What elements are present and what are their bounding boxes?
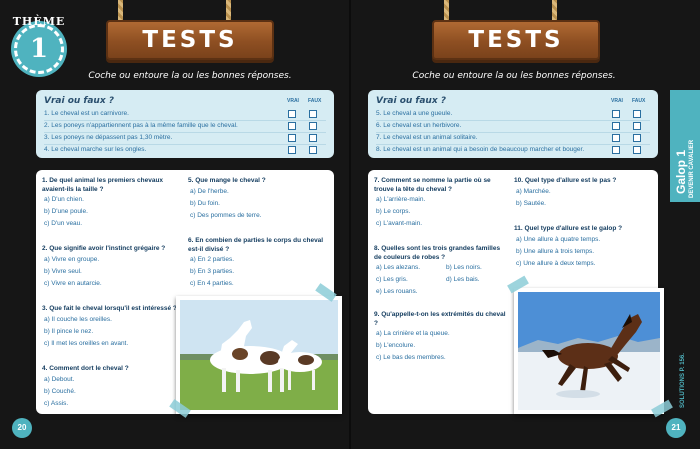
answer-option[interactable]: c) En 4 parties. <box>190 280 234 287</box>
vrai-faux-item: 8. Le cheval est un animal qui a besoin de beaucoup marcher et bouger. <box>376 146 585 153</box>
vrai-faux-item: 2. Les poneys n'appartiennent pas à la même famille que le cheval. <box>44 122 238 129</box>
pinto-horses-image <box>180 300 338 410</box>
vrai-checkbox[interactable] <box>288 134 296 142</box>
vrai-checkbox[interactable] <box>288 146 296 154</box>
side-tab-subtitle: DEVENIR CAVALIER <box>689 139 695 198</box>
answer-option[interactable]: c) D'un veau. <box>44 220 83 227</box>
tests-sign-left <box>106 20 274 60</box>
answer-option[interactable]: b) L'encolure. <box>376 342 416 349</box>
answer-option[interactable]: a) Marchée. <box>516 188 551 195</box>
vrai-checkbox[interactable] <box>612 146 620 154</box>
answer-option[interactable]: b) D'une poule. <box>44 208 88 215</box>
tests-sign-title: TESTS <box>468 27 564 53</box>
answer-option[interactable]: c) L'avant-main. <box>376 220 423 227</box>
answer-option[interactable]: c) Vivre en autarcie. <box>44 280 102 287</box>
question-title: 3. Que fait le cheval lorsqu'il est intéressé ? <box>42 305 177 312</box>
faux-checkbox[interactable] <box>309 146 317 154</box>
vrai-faux-item: 7. Le cheval est un animal solitaire. <box>376 134 478 141</box>
vrai-faux-item: 4. Le cheval marche sur les ongles. <box>44 146 147 153</box>
sign-rope-right-b <box>552 0 557 20</box>
answer-option[interactable]: a) De l'herbe. <box>190 188 229 195</box>
answer-option[interactable]: a) Une allure à quatre temps. <box>516 236 601 243</box>
vrai-checkbox[interactable] <box>612 110 620 118</box>
vrai-faux-item: 3. Les poneys ne dépassent pas 1,30 mètre. <box>44 134 173 141</box>
answer-option[interactable]: b) Vivre seul. <box>44 268 82 275</box>
question-title: 1. De quel animal les premiers chevaux avaient-ils la taille ? <box>42 177 164 193</box>
sign-rope-right-a <box>444 0 449 20</box>
vrai-faux-panel-right <box>368 90 658 158</box>
answer-option[interactable]: c) Il met les oreilles en avant. <box>44 340 129 347</box>
faux-checkbox[interactable] <box>309 122 317 130</box>
page-number-right: 21 <box>666 418 686 438</box>
question-title: 5. Que mange le cheval ? <box>188 177 266 184</box>
theme-badge <box>10 14 68 84</box>
vrai-faux-item: 5. Le cheval a une gueule. <box>376 110 453 117</box>
vrai-faux-item: 1. Le cheval est un carnivore. <box>44 110 129 117</box>
faux-checkbox[interactable] <box>633 122 641 130</box>
answer-option[interactable]: a) Les alezans. <box>376 264 421 271</box>
answer-option[interactable]: a) D'un chien. <box>44 196 84 203</box>
answer-option[interactable]: b) Une allure à trois temps. <box>516 248 595 255</box>
vrai-checkbox[interactable] <box>612 134 620 142</box>
answer-option[interactable]: a) L'arrière-main. <box>376 196 426 203</box>
row-divider <box>44 132 326 133</box>
instruction-left: Coche ou entoure la ou les bonnes réponses. <box>88 71 292 81</box>
vrai-checkbox[interactable] <box>288 122 296 130</box>
row-divider <box>44 144 326 145</box>
row-divider <box>376 132 650 133</box>
vrai-faux-title: Vrai ou faux ? <box>44 96 114 106</box>
answer-option[interactable]: d) Les bais. <box>446 276 480 283</box>
question-title: 9. Qu'appelle-t-on les extrémités du cheval ? <box>374 311 506 327</box>
answer-option[interactable]: b) Sautée. <box>516 200 546 207</box>
question-title: 10. Quel type d'allure est le pas ? <box>514 177 617 184</box>
theme-label: THÈME <box>12 15 66 28</box>
faux-checkbox[interactable] <box>309 110 317 118</box>
answer-option[interactable]: c) Des pommes de terre. <box>190 212 262 219</box>
answer-option[interactable]: b) Couché. <box>44 388 76 395</box>
question-title: 4. Comment dort le cheval ? <box>42 365 129 372</box>
side-tab-galop: Galop 1 <box>674 149 688 194</box>
question-title: 7. Comment se nomme la partie où se trouve la tête du cheval ? <box>374 177 491 193</box>
row-divider <box>44 120 326 121</box>
page-number-left: 20 <box>12 418 32 438</box>
vrai-checkbox[interactable] <box>612 122 620 130</box>
answer-option[interactable]: c) Une allure à deux temps. <box>516 260 596 267</box>
instruction-right: Coche ou entoure la ou les bonnes réponses. <box>412 71 616 81</box>
answer-option[interactable]: a) En 2 parties. <box>190 256 235 263</box>
tests-sign-title: TESTS <box>142 27 238 53</box>
question-title: 8. Quelles sont les trois grandes familles de couleurs de robes ? <box>374 245 501 261</box>
sign-rope-left-a <box>118 0 123 20</box>
col-vrai-label: VRAI <box>287 98 299 104</box>
answer-option[interactable]: c) Assis. <box>44 400 69 407</box>
vrai-faux-item: 6. Le cheval est un herbivore. <box>376 122 462 129</box>
page-gutter <box>349 0 351 449</box>
question-title: 2. Que signifie avoir l'instinct grégaire ? <box>42 245 166 252</box>
answer-option[interactable]: b) Il pince le nez. <box>44 328 94 335</box>
faux-checkbox[interactable] <box>633 134 641 142</box>
vrai-faux-title: Vrai ou faux ? <box>376 96 446 106</box>
answer-option[interactable]: e) Les rouans. <box>376 288 418 295</box>
col-faux-label: FAUX <box>632 98 646 104</box>
tests-sign-right <box>432 20 600 60</box>
solutions-reference: SOLUTIONS P. 156. <box>680 353 686 408</box>
vrai-checkbox[interactable] <box>288 110 296 118</box>
question-title: 11. Quel type d'allure est le galop ? <box>514 225 623 232</box>
faux-checkbox[interactable] <box>633 146 641 154</box>
answer-option[interactable]: b) Du foin. <box>190 200 220 207</box>
horses-photo-left <box>176 296 342 414</box>
sign-rope-left-b <box>226 0 231 20</box>
vrai-faux-panel-left <box>36 90 334 158</box>
answer-option[interactable]: a) Debout. <box>44 376 75 383</box>
side-tab <box>670 90 700 202</box>
question-title: 6. En combien de parties le corps du cheval est-il divisé ? <box>188 237 324 253</box>
faux-checkbox[interactable] <box>309 134 317 142</box>
col-faux-label: FAUX <box>308 98 322 104</box>
row-divider <box>376 120 650 121</box>
answer-option[interactable]: b) Le corps. <box>376 208 411 215</box>
answer-option[interactable]: a) Vivre en groupe. <box>44 256 100 263</box>
theme-number: 1 <box>29 34 49 64</box>
col-vrai-label: VRAI <box>611 98 623 104</box>
faux-checkbox[interactable] <box>633 110 641 118</box>
horse-photo-right <box>514 288 664 414</box>
answer-option[interactable]: a) La crinière et la queue. <box>376 330 450 337</box>
answer-option[interactable]: b) Les noirs. <box>446 264 482 271</box>
row-divider <box>376 144 650 145</box>
galloping-horse-image <box>518 292 660 410</box>
answer-option[interactable]: c) Le bas des membres. <box>376 354 446 361</box>
answer-option[interactable]: b) En 3 parties. <box>190 268 235 275</box>
answer-option[interactable]: c) Les gris. <box>376 276 408 283</box>
answer-option[interactable]: a) Il couche les oreilles. <box>44 316 112 323</box>
